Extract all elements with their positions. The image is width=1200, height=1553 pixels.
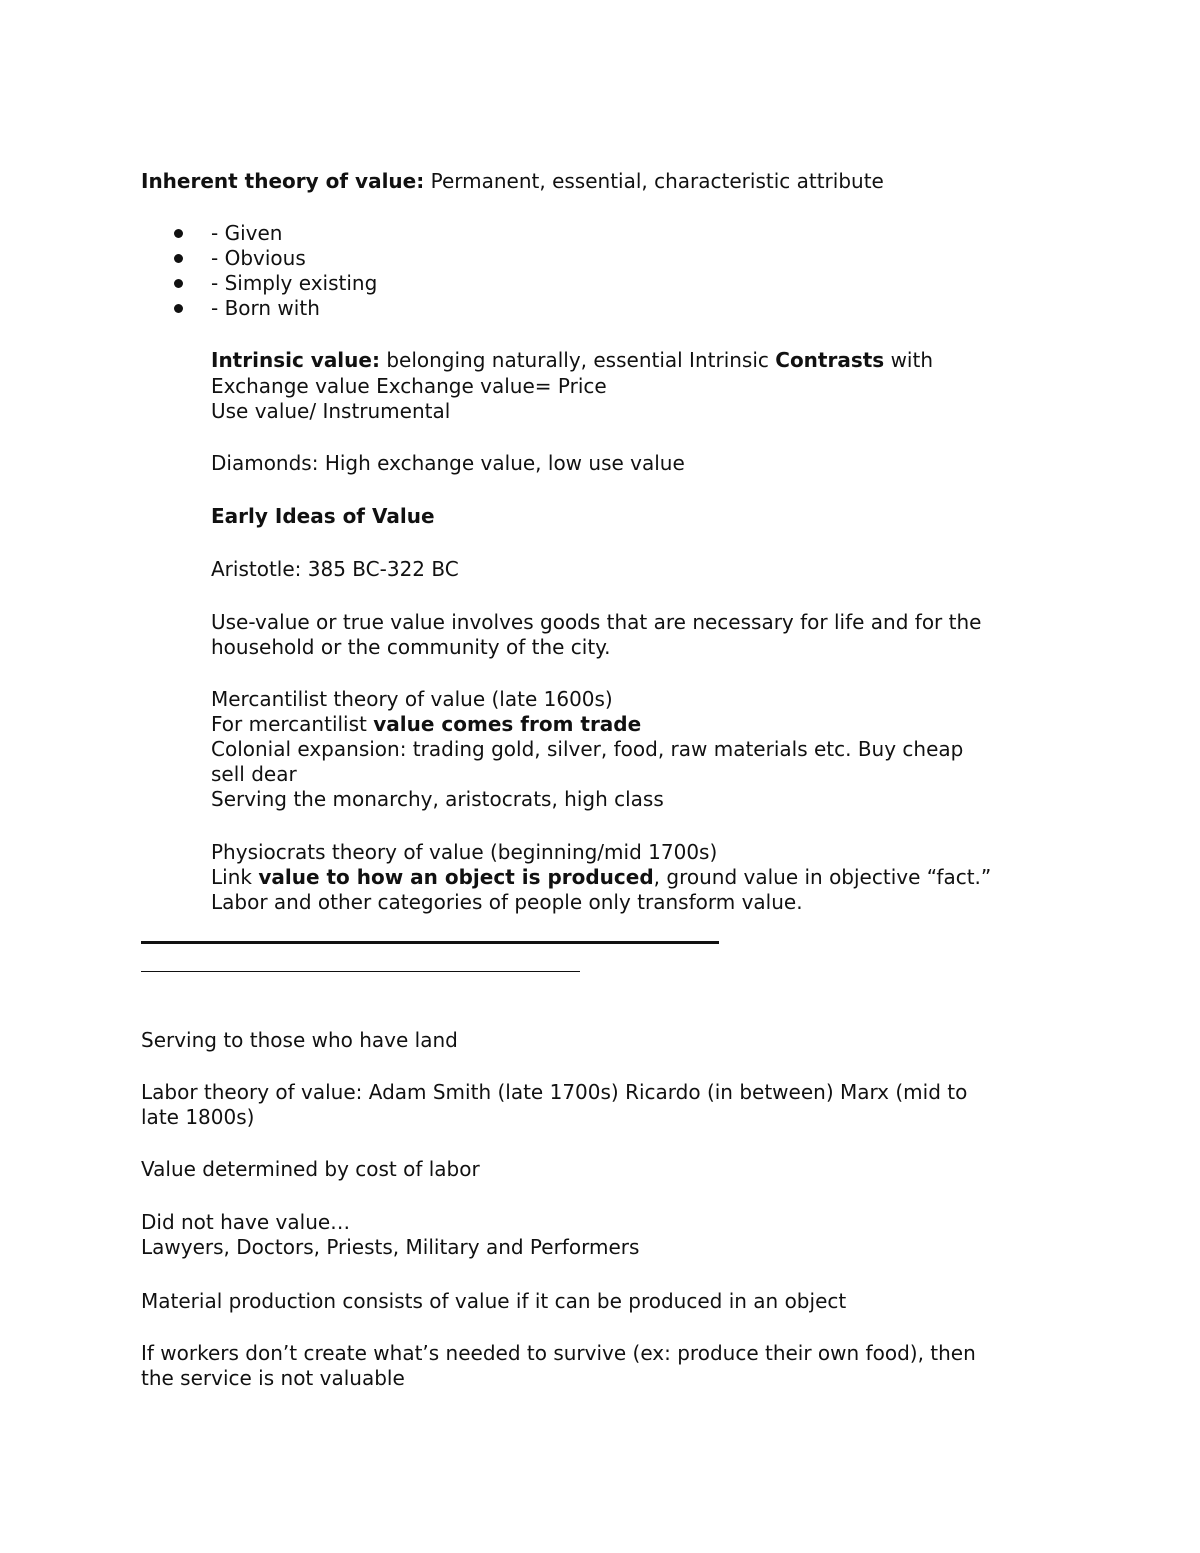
mercantilist-line-5: Serving the monarchy, aristocrats, high class	[211, 787, 664, 811]
aristotle-line: Aristotle: 385 BC-322 BC	[211, 557, 459, 581]
workers-line-2: the service is not valuable	[141, 1366, 405, 1390]
use-value-line: Use value/ Instrumental	[211, 399, 451, 423]
bullet-dot	[174, 229, 183, 238]
use-value-para-line-1: Use-value or true value involves goods that are necessary for life and for the	[211, 610, 982, 634]
land-line: Serving to those who have land	[141, 1028, 458, 1052]
physiocrats-line-3: Labor and other categories of people only transform value.	[211, 890, 803, 914]
physiocrats-text: Link	[211, 865, 259, 889]
horizontal-rule	[141, 941, 719, 944]
physiocrats-bold: value to how an object is produced	[258, 865, 654, 889]
physiocrats-line-1: Physiocrats theory of value (beginning/mid 1700s)	[211, 840, 718, 864]
diamonds-line: Diamonds: High exchange value, low use value	[211, 451, 685, 475]
cost-line: Value determined by cost of labor	[141, 1157, 480, 1181]
inherent-theory-line	[141, 168, 884, 194]
physiocrats-line-2	[211, 864, 991, 890]
list-item: - Given	[211, 221, 283, 245]
use-value-para-line-2: household or the community of the city.	[211, 635, 611, 659]
workers-line-1: If workers don’t create what’s needed to survive (ex: produce their own food), then	[141, 1341, 976, 1365]
mercantilist-bold: value comes from trade	[373, 712, 642, 736]
material-line: Material production consists of value if it can be produced in an object	[141, 1289, 847, 1313]
inherent-theory-definition: Permanent, essential, characteristic attribute	[424, 169, 884, 193]
mercantilist-line-4: sell dear	[211, 762, 297, 786]
bullet-dot	[174, 254, 183, 263]
did-not-line-2: Lawyers, Doctors, Priests, Military and Performers	[141, 1235, 640, 1259]
intrinsic-value-term: Intrinsic value:	[211, 348, 380, 372]
mercantilist-text: For mercantilist	[211, 712, 374, 736]
section-heading	[211, 503, 435, 529]
labor-theory-line-1: Labor theory of value: Adam Smith (late 1700s) Ricardo (in between) Marx (mid to	[141, 1080, 968, 1104]
mercantilist-line-3: Colonial expansion: trading gold, silver, food, raw materials etc. Buy cheap	[211, 737, 964, 761]
bullet-dot	[174, 304, 183, 313]
exchange-value-line: Exchange value Exchange value= Price	[211, 374, 607, 398]
intrinsic-value-text: belonging naturally, essential Intrinsic	[379, 348, 776, 372]
intrinsic-value-text-end: with	[884, 348, 934, 372]
section-heading-text: Early Ideas of Value	[211, 504, 435, 528]
labor-theory-line-2: late 1800s)	[141, 1105, 255, 1129]
contrasts-term: Contrasts	[775, 348, 885, 372]
intrinsic-value-line	[211, 347, 933, 373]
list-item: - Obvious	[211, 246, 306, 270]
mercantilist-line-2	[211, 711, 641, 737]
bullet-dot	[174, 279, 183, 288]
mercantilist-line-1: Mercantilist theory of value (late 1600s)	[211, 687, 613, 711]
list-item: - Born with	[211, 296, 320, 320]
inherent-theory-term: Inherent theory of value:	[141, 169, 425, 193]
horizontal-rule	[141, 971, 580, 972]
physiocrats-text-end: , ground value in objective “fact.”	[653, 865, 992, 889]
did-not-line-1: Did not have value…	[141, 1210, 351, 1234]
list-item: - Simply existing	[211, 271, 378, 295]
